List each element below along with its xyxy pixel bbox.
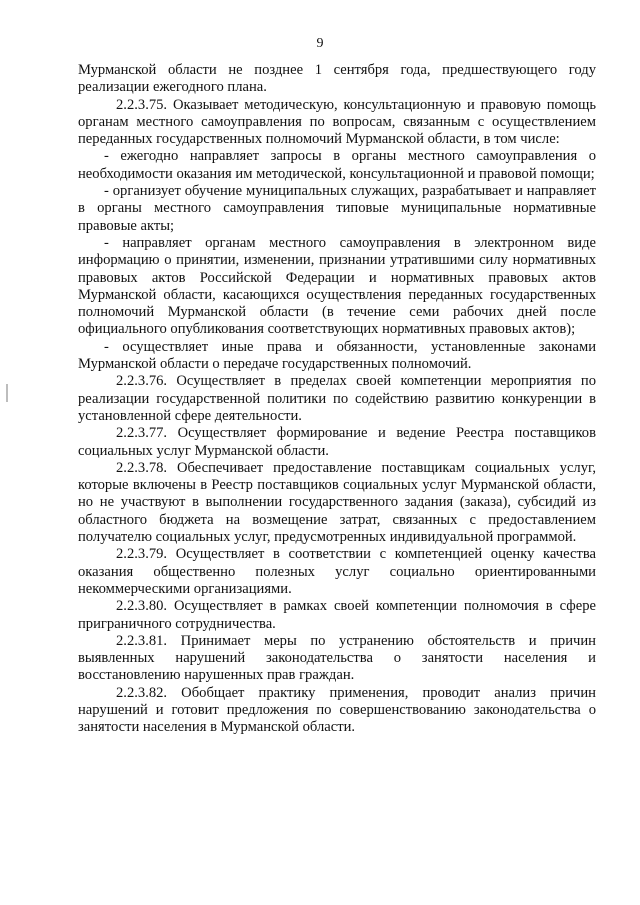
list-item: - направляет органам местного самоуправления в электронном виде информацию о принятии, изменении, признании утратившими силу нормативных правовых актов Российской Федерации и нормативных правовых актов Мурманской области, касающихся осуществления переданных государственных полномочий Мурманской области (в течение семи рабочих дней после официального опубликования соответствующих нормативных правовых актов); (78, 234, 596, 338)
document-body (78, 62, 596, 737)
paragraph-2-2-3-81: 2.2.3.81. Принимает меры по устранению обстоятельств и причин выявленных нарушений законодательства о занятости населения и восстановлению нарушенных прав граждан. (78, 632, 596, 684)
scan-edge-mark (6, 384, 8, 402)
paragraph-2-2-3-79: 2.2.3.79. Осуществляет в соответствии с компетенцией оценку качества оказания общественно полезных услуг социально ориентированными некоммерческими организациями. (78, 546, 596, 597)
continuation-text: Мурманской области не позднее 1 сентября года, предшествующего году реализации ежегодного плана. (78, 62, 596, 96)
paragraph-2-2-3-77: 2.2.3.77. Осуществляет формирование и ведение Реестра поставщиков социальных услуг Мурманской области. (78, 425, 596, 459)
list-item: - осуществляет иные права и обязанности, установленные законами Мурманской области о передаче государственных полномочий. (78, 338, 596, 373)
list-item: - ежегодно направляет запросы в органы местного самоуправления о необходимости оказания им методической, консультационной и правовой помощи; (78, 148, 596, 182)
paragraph-2-2-3-82: 2.2.3.82. Обобщает практику применения, проводит анализ причин нарушений и готовит предложения по совершенствованию законодательства о занятости населения в Мурманской области. (78, 684, 596, 736)
list-item: - организует обучение муниципальных служащих, разрабатывает и направляет в органы местного самоуправления типовые муниципальные нормативные правовые акты; (78, 183, 596, 234)
paragraph-2-2-3-78: 2.2.3.78. Обеспечивает предоставление поставщикам социальных услуг, которые включены в Реестр поставщиков социальных услуг Мурманской области, но не участвуют в выполнении государственного задания (заказа), субсидий из областного бюджета на возмещение затрат, связанных с предоставлением получателю социальных услуг, предусмотренных индивидуальной программой. (78, 459, 596, 546)
page-number: 9 (316, 36, 324, 51)
paragraph-2-2-3-76: 2.2.3.76. Осуществляет в пределах своей компетенции мероприятия по реализации государственной политики по содействию развитию конкуренции в установленной сфере деятельности. (78, 373, 596, 424)
paragraph-2-2-3-80: 2.2.3.80. Осуществляет в рамках своей компетенции полномочия в сфере приграничного сотрудничества. (78, 598, 596, 632)
paragraph-2-2-3-75: 2.2.3.75. Оказывает методическую, консультационную и правовую помощь органам местного самоуправления по вопросам, связанным с осуществлением переданных государственных полномочий Мурманской области, в том числе: (78, 96, 596, 148)
